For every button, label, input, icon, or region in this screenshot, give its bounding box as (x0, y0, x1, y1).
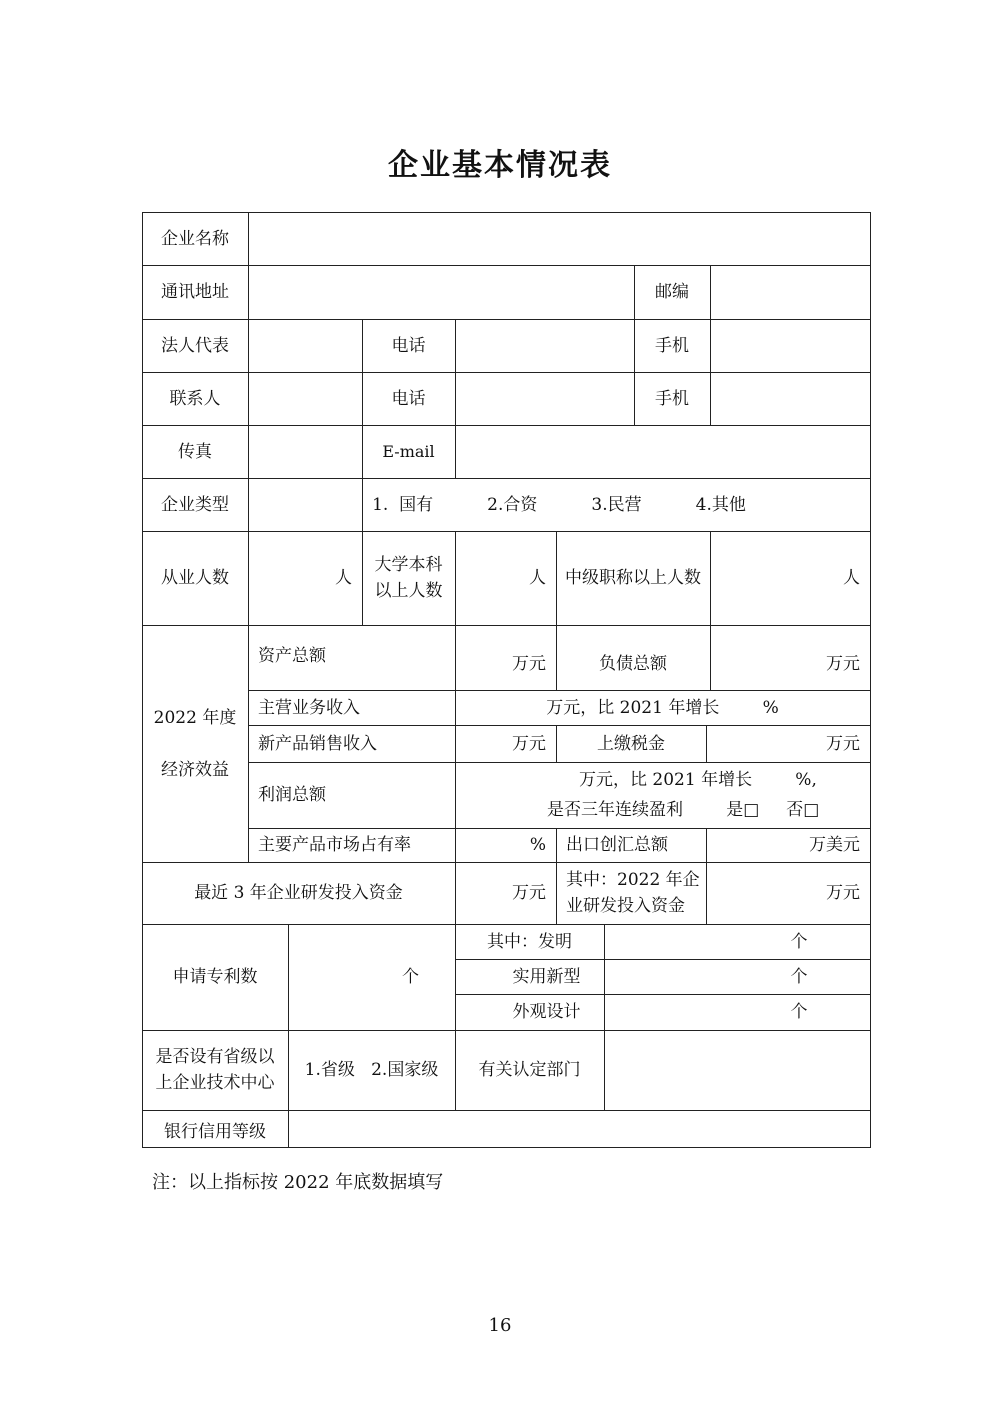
form-title: 企业基本情况表 (388, 148, 612, 183)
design-field[interactable]: 个 (790, 1002, 808, 1022)
table-rule (142, 625, 871, 626)
contact-phone-field[interactable] (456, 373, 634, 425)
economy-label-line2: 经济效益 (161, 759, 229, 780)
tech-center-label-line1: 是否设有省级以 (155, 1047, 275, 1067)
fax-field[interactable] (249, 426, 362, 478)
profit-field[interactable] (455, 762, 870, 828)
page-number: 16 (488, 1315, 512, 1336)
legal-rep-field[interactable] (249, 320, 362, 372)
design-label: 外观设计 (512, 1002, 581, 1022)
legal-rep-phone-field[interactable] (456, 320, 634, 372)
profit-three-years-text[interactable]: 是否三年连续盈利 是□ 否□ (547, 800, 820, 820)
table-border-right (870, 212, 871, 1148)
profit-label: 利润总额 (258, 785, 326, 805)
company-name-field[interactable] (249, 213, 870, 265)
univ-staff-field[interactable]: 人 (529, 568, 546, 588)
market-share-field[interactable]: % (529, 835, 546, 855)
mid-title-staff-field[interactable]: 人 (843, 568, 860, 588)
contact-phone-label: 电话 (391, 388, 426, 409)
email-label: E-mail (382, 441, 435, 461)
staff-count-field[interactable]: 人 (335, 568, 352, 588)
economy-label-line1: 2022 年度 (153, 707, 237, 728)
rnd-label: 最近 3 年企业研发投入资金 (194, 883, 403, 903)
liabilities-field[interactable]: 万元 (826, 654, 860, 674)
table-border-bottom (142, 1147, 871, 1148)
zip-label: 邮编 (655, 282, 689, 302)
company-name-label: 企业名称 (161, 228, 229, 249)
cert-dept-label: 有关认定部门 (478, 1060, 581, 1080)
rnd-field[interactable]: 万元 (512, 883, 546, 903)
utility-model-field[interactable]: 个 (790, 966, 808, 987)
company-type-options[interactable]: 1. 国有 2.合资 3.民营 4.其他 (372, 494, 746, 515)
contact-label: 联系人 (169, 388, 221, 409)
liabilities-label: 负债总额 (599, 654, 667, 674)
invention-field[interactable]: 个 (790, 931, 808, 952)
new-product-sales-label: 新产品销售收入 (258, 733, 377, 754)
patents-total-field[interactable]: 个 (402, 967, 419, 987)
cert-dept-field[interactable] (605, 1031, 870, 1110)
contact-mobile-field[interactable] (711, 373, 870, 425)
legal-rep-mobile-label: 手机 (655, 335, 689, 356)
tax-field[interactable]: 万元 (826, 733, 860, 754)
export-field[interactable]: 万美元 (809, 835, 860, 855)
tech-center-label (142, 1030, 288, 1110)
patents-label: 申请专利数 (172, 967, 258, 987)
fax-label: 传真 (178, 441, 212, 462)
credit-rating-label: 银行信用等级 (164, 1121, 266, 1142)
rnd-2022-label-line2: 业研发投入资金 (566, 896, 685, 916)
utility-model-label: 实用新型 (512, 966, 581, 987)
rnd-2022-field[interactable]: 万元 (826, 883, 860, 903)
mid-title-staff-label: 中级职称以上人数 (565, 568, 701, 588)
email-field[interactable] (456, 426, 870, 478)
footnote: 注：以上指标按 2022 年底数据填写 (152, 1172, 444, 1193)
rnd-2022-label (556, 862, 706, 924)
new-product-sales-field[interactable]: 万元 (512, 733, 546, 754)
revenue-label: 主营业务收入 (258, 697, 360, 718)
economy-label (142, 625, 248, 862)
staff-label: 从业人数 (161, 568, 229, 588)
legal-rep-phone-label: 电话 (391, 335, 426, 356)
legal-rep-mobile-field[interactable] (711, 320, 870, 372)
assets-label: 资产总额 (258, 646, 326, 666)
tech-center-options[interactable]: 1.省级 2.国家级 (304, 1060, 439, 1080)
univ-staff-label-line1: 大学本科 (374, 555, 443, 575)
credit-rating-field[interactable] (289, 1111, 870, 1147)
univ-staff-label-line2: 以上人数 (374, 581, 443, 601)
export-label: 出口创汇总额 (566, 835, 668, 855)
profit-growth-text: 万元，比 2021 年增长 %, (579, 770, 817, 790)
zip-field[interactable] (711, 266, 870, 319)
legal-rep-label: 法人代表 (161, 335, 229, 356)
contact-field[interactable] (249, 373, 362, 425)
univ-staff-label (362, 531, 455, 625)
revenue-field[interactable]: 万元，比 2021 年增长 % (546, 697, 779, 718)
address-label: 通讯地址 (161, 282, 229, 302)
rnd-2022-label-line1: 其中：2022 年企 (566, 870, 700, 890)
contact-mobile-label: 手机 (655, 388, 689, 409)
market-share-label: 主要产品市场占有率 (258, 835, 411, 855)
address-field[interactable] (249, 266, 634, 319)
tax-label: 上缴税金 (597, 733, 665, 754)
assets-field[interactable]: 万元 (512, 654, 546, 674)
company-type-label: 企业类型 (161, 494, 229, 515)
invention-label: 其中：发明 (487, 931, 572, 952)
tech-center-label-line2: 上企业技术中心 (155, 1073, 275, 1093)
